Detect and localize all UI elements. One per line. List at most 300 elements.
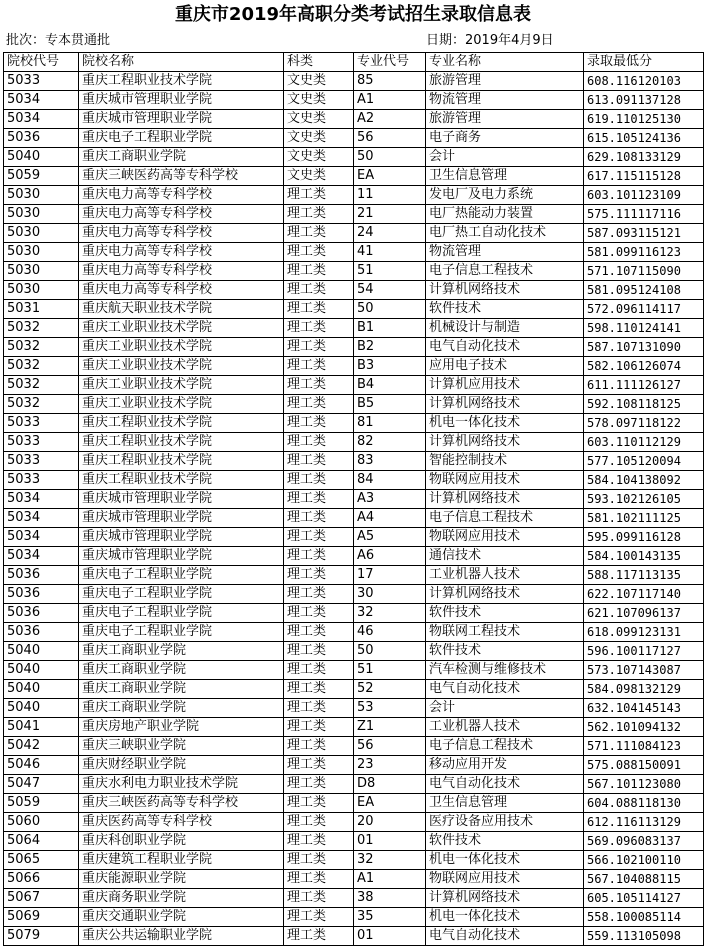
admission-table bbox=[3, 52, 704, 946]
cell-school-name: 重庆城市管理职业学院 bbox=[79, 509, 284, 528]
cell-category: 文史类 bbox=[284, 72, 354, 91]
date-label: 日期：2019年4月9日 bbox=[426, 33, 554, 48]
cell-major-name: 卫生信息管理 bbox=[426, 167, 584, 186]
cell-major-name: 计算机网络技术 bbox=[426, 889, 584, 908]
cell-school-name: 重庆电力高等专科学校 bbox=[79, 224, 284, 243]
table-row bbox=[4, 775, 704, 794]
cell-min-score: 603.101123109 bbox=[584, 186, 704, 205]
page-title: 重庆市2019年高职分类考试招生录取信息表 bbox=[174, 4, 532, 25]
table-row bbox=[4, 908, 704, 927]
cell-min-score: 566.102100110 bbox=[584, 851, 704, 870]
cell-major-name: 计算机网络技术 bbox=[426, 433, 584, 452]
cell-category: 理工类 bbox=[284, 927, 354, 946]
table-row bbox=[4, 642, 704, 661]
cell-school-code: 5065 bbox=[4, 851, 79, 870]
cell-school-name: 重庆三峡医药高等专科学校 bbox=[79, 167, 284, 186]
cell-min-score: 605.105114127 bbox=[584, 889, 704, 908]
cell-school-code: 5030 bbox=[4, 281, 79, 300]
cell-school-code: 5034 bbox=[4, 91, 79, 110]
cell-school-name: 重庆工业职业技术学院 bbox=[79, 376, 284, 395]
table-row bbox=[4, 680, 704, 699]
cell-school-code: 5046 bbox=[4, 756, 79, 775]
cell-min-score: 604.088118130 bbox=[584, 794, 704, 813]
cell-school-name: 重庆三峡医药高等专科学校 bbox=[79, 794, 284, 813]
cell-major-code: B5 bbox=[354, 395, 426, 414]
cell-major-code: 84 bbox=[354, 471, 426, 490]
table-row bbox=[4, 870, 704, 889]
cell-school-code: 5030 bbox=[4, 243, 79, 262]
cell-min-score: 621.107096137 bbox=[584, 604, 704, 623]
cell-major-name: 电厂热工自动化技术 bbox=[426, 224, 584, 243]
cell-category: 理工类 bbox=[284, 528, 354, 547]
table-row bbox=[4, 699, 704, 718]
cell-school-code: 5033 bbox=[4, 72, 79, 91]
cell-school-code: 5059 bbox=[4, 794, 79, 813]
cell-school-code: 5059 bbox=[4, 167, 79, 186]
cell-category: 理工类 bbox=[284, 718, 354, 737]
cell-school-name: 重庆工程职业技术学院 bbox=[79, 433, 284, 452]
cell-min-score: 596.100117127 bbox=[584, 642, 704, 661]
cell-category: 理工类 bbox=[284, 661, 354, 680]
table-row bbox=[4, 300, 704, 319]
cell-category: 理工类 bbox=[284, 642, 354, 661]
table-body bbox=[4, 72, 704, 946]
table-row bbox=[4, 414, 704, 433]
cell-category: 理工类 bbox=[284, 604, 354, 623]
cell-category: 理工类 bbox=[284, 851, 354, 870]
cell-min-score: 622.107117140 bbox=[584, 585, 704, 604]
cell-major-name: 物联网应用技术 bbox=[426, 471, 584, 490]
cell-major-code: 50 bbox=[354, 148, 426, 167]
cell-major-name: 工业机器人技术 bbox=[426, 718, 584, 737]
table-row bbox=[4, 262, 704, 281]
cell-school-name: 重庆工业职业技术学院 bbox=[79, 357, 284, 376]
table-row bbox=[4, 718, 704, 737]
cell-major-code: EA bbox=[354, 794, 426, 813]
cell-major-code: 01 bbox=[354, 927, 426, 946]
cell-major-code: 23 bbox=[354, 756, 426, 775]
cell-min-score: 617.115115128 bbox=[584, 167, 704, 186]
cell-school-name: 重庆工业职业技术学院 bbox=[79, 338, 284, 357]
cell-major-code: 01 bbox=[354, 832, 426, 851]
cell-major-code: D8 bbox=[354, 775, 426, 794]
cell-min-score: 578.097118122 bbox=[584, 414, 704, 433]
cell-major-code: 30 bbox=[354, 585, 426, 604]
cell-school-code: 5066 bbox=[4, 870, 79, 889]
cell-major-name: 电厂热能动力装置 bbox=[426, 205, 584, 224]
cell-category: 理工类 bbox=[284, 794, 354, 813]
cell-category: 理工类 bbox=[284, 357, 354, 376]
cell-major-code: 81 bbox=[354, 414, 426, 433]
table-row bbox=[4, 832, 704, 851]
cell-category: 理工类 bbox=[284, 813, 354, 832]
table-row bbox=[4, 433, 704, 452]
cell-major-name: 机电一体化技术 bbox=[426, 851, 584, 870]
cell-school-code: 5034 bbox=[4, 547, 79, 566]
cell-major-code: EA bbox=[354, 167, 426, 186]
table-row bbox=[4, 338, 704, 357]
cell-min-score: 573.107143087 bbox=[584, 661, 704, 680]
cell-major-code: 32 bbox=[354, 851, 426, 870]
cell-major-name: 软件技术 bbox=[426, 604, 584, 623]
cell-major-code: 38 bbox=[354, 889, 426, 908]
cell-major-code: B4 bbox=[354, 376, 426, 395]
cell-category: 理工类 bbox=[284, 395, 354, 414]
cell-major-name: 计算机网络技术 bbox=[426, 281, 584, 300]
cell-school-code: 5032 bbox=[4, 338, 79, 357]
cell-school-name: 重庆城市管理职业学院 bbox=[79, 91, 284, 110]
cell-category: 理工类 bbox=[284, 319, 354, 338]
cell-category: 理工类 bbox=[284, 243, 354, 262]
table-row bbox=[4, 566, 704, 585]
cell-major-code: 50 bbox=[354, 642, 426, 661]
cell-major-code: 56 bbox=[354, 129, 426, 148]
cell-school-name: 重庆工业职业技术学院 bbox=[79, 395, 284, 414]
cell-major-code: 82 bbox=[354, 433, 426, 452]
cell-major-code: A1 bbox=[354, 870, 426, 889]
cell-min-score: 618.099123131 bbox=[584, 623, 704, 642]
cell-school-code: 5036 bbox=[4, 585, 79, 604]
table-row bbox=[4, 528, 704, 547]
header-major-code: 专业代号 bbox=[354, 53, 426, 72]
cell-major-name: 计算机网络技术 bbox=[426, 395, 584, 414]
cell-school-name: 重庆城市管理职业学院 bbox=[79, 528, 284, 547]
cell-min-score: 584.100143135 bbox=[584, 547, 704, 566]
cell-school-name: 重庆工业职业技术学院 bbox=[79, 319, 284, 338]
cell-category: 理工类 bbox=[284, 870, 354, 889]
cell-min-score: 569.096083137 bbox=[584, 832, 704, 851]
cell-major-name: 电气自动化技术 bbox=[426, 338, 584, 357]
cell-major-name: 电气自动化技术 bbox=[426, 680, 584, 699]
cell-school-name: 重庆公共运输职业学院 bbox=[79, 927, 284, 946]
table-row bbox=[4, 186, 704, 205]
cell-category: 文史类 bbox=[284, 110, 354, 129]
cell-school-name: 重庆电力高等专科学校 bbox=[79, 186, 284, 205]
cell-major-name: 会计 bbox=[426, 699, 584, 718]
table-row bbox=[4, 585, 704, 604]
cell-major-name: 计算机网络技术 bbox=[426, 490, 584, 509]
cell-school-name: 重庆电子工程职业学院 bbox=[79, 604, 284, 623]
cell-min-score: 629.108133129 bbox=[584, 148, 704, 167]
cell-school-code: 5079 bbox=[4, 927, 79, 946]
cell-category: 理工类 bbox=[284, 414, 354, 433]
cell-school-code: 5041 bbox=[4, 718, 79, 737]
cell-school-code: 5034 bbox=[4, 110, 79, 129]
table-header-row bbox=[4, 53, 704, 72]
cell-major-name: 通信技术 bbox=[426, 547, 584, 566]
cell-major-code: 52 bbox=[354, 680, 426, 699]
cell-min-score: 603.110112129 bbox=[584, 433, 704, 452]
cell-school-name: 重庆工程职业技术学院 bbox=[79, 452, 284, 471]
cell-school-name: 重庆工商职业学院 bbox=[79, 642, 284, 661]
cell-school-code: 5036 bbox=[4, 623, 79, 642]
cell-category: 理工类 bbox=[284, 775, 354, 794]
cell-major-code: 85 bbox=[354, 72, 426, 91]
cell-major-code: A2 bbox=[354, 110, 426, 129]
cell-major-name: 电气自动化技术 bbox=[426, 775, 584, 794]
cell-major-code: 21 bbox=[354, 205, 426, 224]
cell-major-code: A1 bbox=[354, 91, 426, 110]
table-row bbox=[4, 243, 704, 262]
table-row bbox=[4, 376, 704, 395]
cell-min-score: 581.095124108 bbox=[584, 281, 704, 300]
cell-min-score: 598.110124141 bbox=[584, 319, 704, 338]
cell-school-code: 5040 bbox=[4, 148, 79, 167]
cell-school-code: 5069 bbox=[4, 908, 79, 927]
table-row bbox=[4, 927, 704, 946]
cell-school-name: 重庆房地产职业学院 bbox=[79, 718, 284, 737]
cell-min-score: 608.116120103 bbox=[584, 72, 704, 91]
cell-major-name: 旅游管理 bbox=[426, 110, 584, 129]
cell-category: 文史类 bbox=[284, 129, 354, 148]
cell-major-code: 17 bbox=[354, 566, 426, 585]
cell-major-code: Z1 bbox=[354, 718, 426, 737]
table-row bbox=[4, 509, 704, 528]
cell-major-name: 计算机应用技术 bbox=[426, 376, 584, 395]
cell-major-code: 53 bbox=[354, 699, 426, 718]
cell-category: 理工类 bbox=[284, 699, 354, 718]
cell-major-name: 卫生信息管理 bbox=[426, 794, 584, 813]
cell-major-name: 电子信息工程技术 bbox=[426, 262, 584, 281]
cell-school-name: 重庆电力高等专科学校 bbox=[79, 281, 284, 300]
cell-min-score: 588.117113135 bbox=[584, 566, 704, 585]
cell-school-name: 重庆三峡职业学院 bbox=[79, 737, 284, 756]
cell-min-score: 587.093115121 bbox=[584, 224, 704, 243]
cell-school-code: 5030 bbox=[4, 262, 79, 281]
cell-category: 理工类 bbox=[284, 300, 354, 319]
cell-min-score: 619.110125130 bbox=[584, 110, 704, 129]
cell-min-score: 584.104138092 bbox=[584, 471, 704, 490]
cell-major-code: B2 bbox=[354, 338, 426, 357]
cell-major-code: 24 bbox=[354, 224, 426, 243]
cell-major-code: B1 bbox=[354, 319, 426, 338]
cell-school-name: 重庆电子工程职业学院 bbox=[79, 129, 284, 148]
cell-major-name: 工业机器人技术 bbox=[426, 566, 584, 585]
cell-category: 理工类 bbox=[284, 889, 354, 908]
cell-school-name: 重庆工程职业技术学院 bbox=[79, 414, 284, 433]
cell-major-name: 软件技术 bbox=[426, 642, 584, 661]
cell-major-name: 物流管理 bbox=[426, 91, 584, 110]
batch-label: 批次：专本贯通批 bbox=[6, 33, 111, 48]
cell-school-name: 重庆城市管理职业学院 bbox=[79, 110, 284, 129]
cell-min-score: 632.104145143 bbox=[584, 699, 704, 718]
table-row bbox=[4, 91, 704, 110]
cell-major-code: 51 bbox=[354, 262, 426, 281]
cell-min-score: 567.101123080 bbox=[584, 775, 704, 794]
cell-major-name: 物联网工程技术 bbox=[426, 623, 584, 642]
cell-school-code: 5030 bbox=[4, 186, 79, 205]
cell-min-score: 567.104088115 bbox=[584, 870, 704, 889]
cell-category: 理工类 bbox=[284, 623, 354, 642]
cell-min-score: 587.107131090 bbox=[584, 338, 704, 357]
header-category: 科类 bbox=[284, 53, 354, 72]
cell-category: 理工类 bbox=[284, 547, 354, 566]
cell-school-code: 5033 bbox=[4, 433, 79, 452]
table-row bbox=[4, 319, 704, 338]
cell-min-score: 575.111117116 bbox=[584, 205, 704, 224]
table-row bbox=[4, 72, 704, 91]
cell-category: 理工类 bbox=[284, 205, 354, 224]
cell-major-code: 46 bbox=[354, 623, 426, 642]
cell-category: 文史类 bbox=[284, 148, 354, 167]
cell-school-name: 重庆工程职业技术学院 bbox=[79, 72, 284, 91]
cell-major-name: 旅游管理 bbox=[426, 72, 584, 91]
cell-school-name: 重庆电子工程职业学院 bbox=[79, 623, 284, 642]
cell-major-name: 机电一体化技术 bbox=[426, 414, 584, 433]
table-row bbox=[4, 395, 704, 414]
cell-school-code: 5040 bbox=[4, 642, 79, 661]
table-row bbox=[4, 547, 704, 566]
cell-major-name: 医疗设备应用技术 bbox=[426, 813, 584, 832]
cell-major-code: A6 bbox=[354, 547, 426, 566]
cell-major-name: 移动应用开发 bbox=[426, 756, 584, 775]
cell-min-score: 571.111084123 bbox=[584, 737, 704, 756]
cell-category: 理工类 bbox=[284, 262, 354, 281]
cell-min-score: 615.105124136 bbox=[584, 129, 704, 148]
cell-school-code: 5032 bbox=[4, 319, 79, 338]
cell-min-score: 582.106126074 bbox=[584, 357, 704, 376]
cell-category: 理工类 bbox=[284, 471, 354, 490]
cell-school-name: 重庆工商职业学院 bbox=[79, 661, 284, 680]
table-row bbox=[4, 813, 704, 832]
table-row bbox=[4, 661, 704, 680]
cell-school-code: 5033 bbox=[4, 452, 79, 471]
cell-school-code: 5030 bbox=[4, 224, 79, 243]
cell-category: 理工类 bbox=[284, 680, 354, 699]
cell-school-code: 5034 bbox=[4, 528, 79, 547]
cell-category: 理工类 bbox=[284, 338, 354, 357]
cell-school-code: 5032 bbox=[4, 376, 79, 395]
cell-min-score: 584.098132129 bbox=[584, 680, 704, 699]
cell-min-score: 593.102126105 bbox=[584, 490, 704, 509]
cell-min-score: 558.100085114 bbox=[584, 908, 704, 927]
cell-school-code: 5042 bbox=[4, 737, 79, 756]
cell-category: 理工类 bbox=[284, 509, 354, 528]
cell-category: 理工类 bbox=[284, 756, 354, 775]
cell-major-name: 智能控制技术 bbox=[426, 452, 584, 471]
cell-category: 理工类 bbox=[284, 224, 354, 243]
table-row bbox=[4, 604, 704, 623]
cell-major-code: A4 bbox=[354, 509, 426, 528]
cell-min-score: 581.102111125 bbox=[584, 509, 704, 528]
cell-major-name: 软件技术 bbox=[426, 832, 584, 851]
cell-major-name: 机电一体化技术 bbox=[426, 908, 584, 927]
cell-school-code: 5064 bbox=[4, 832, 79, 851]
cell-category: 理工类 bbox=[284, 566, 354, 585]
cell-category: 理工类 bbox=[284, 585, 354, 604]
cell-school-name: 重庆交通职业学院 bbox=[79, 908, 284, 927]
cell-school-name: 重庆工商职业学院 bbox=[79, 699, 284, 718]
cell-major-code: A5 bbox=[354, 528, 426, 547]
cell-school-code: 5031 bbox=[4, 300, 79, 319]
table-row bbox=[4, 490, 704, 509]
table-row bbox=[4, 281, 704, 300]
cell-school-name: 重庆城市管理职业学院 bbox=[79, 490, 284, 509]
table-row bbox=[4, 224, 704, 243]
table-row bbox=[4, 623, 704, 642]
cell-major-name: 汽车检测与维修技术 bbox=[426, 661, 584, 680]
cell-major-name: 电子商务 bbox=[426, 129, 584, 148]
cell-min-score: 571.107115090 bbox=[584, 262, 704, 281]
cell-major-name: 物流管理 bbox=[426, 243, 584, 262]
cell-min-score: 613.091137128 bbox=[584, 91, 704, 110]
cell-category: 理工类 bbox=[284, 737, 354, 756]
cell-major-name: 应用电子技术 bbox=[426, 357, 584, 376]
cell-category: 理工类 bbox=[284, 281, 354, 300]
table-row bbox=[4, 889, 704, 908]
cell-major-code: 20 bbox=[354, 813, 426, 832]
cell-school-name: 重庆建筑工程职业学院 bbox=[79, 851, 284, 870]
cell-major-code: 56 bbox=[354, 737, 426, 756]
cell-school-name: 重庆水利电力职业技术学院 bbox=[79, 775, 284, 794]
cell-school-code: 5040 bbox=[4, 661, 79, 680]
cell-school-name: 重庆工商职业学院 bbox=[79, 148, 284, 167]
cell-school-code: 5034 bbox=[4, 509, 79, 528]
cell-major-code: 51 bbox=[354, 661, 426, 680]
header-major-name: 专业名称 bbox=[426, 53, 584, 72]
cell-school-name: 重庆工商职业学院 bbox=[79, 680, 284, 699]
cell-school-code: 5040 bbox=[4, 680, 79, 699]
cell-school-name: 重庆电子工程职业学院 bbox=[79, 585, 284, 604]
cell-major-name: 电子信息工程技术 bbox=[426, 509, 584, 528]
cell-min-score: 575.088150091 bbox=[584, 756, 704, 775]
cell-min-score: 612.116113129 bbox=[584, 813, 704, 832]
cell-min-score: 577.105120094 bbox=[584, 452, 704, 471]
cell-major-code: B3 bbox=[354, 357, 426, 376]
table-row bbox=[4, 452, 704, 471]
cell-school-name: 重庆医药高等专科学校 bbox=[79, 813, 284, 832]
cell-category: 理工类 bbox=[284, 186, 354, 205]
cell-school-name: 重庆工程职业技术学院 bbox=[79, 471, 284, 490]
cell-major-name: 电子信息工程技术 bbox=[426, 737, 584, 756]
cell-min-score: 581.099116123 bbox=[584, 243, 704, 262]
cell-major-name: 会计 bbox=[426, 148, 584, 167]
cell-min-score: 595.099116128 bbox=[584, 528, 704, 547]
cell-major-name: 物联网应用技术 bbox=[426, 528, 584, 547]
cell-major-code: 83 bbox=[354, 452, 426, 471]
cell-category: 理工类 bbox=[284, 908, 354, 927]
cell-major-code: 11 bbox=[354, 186, 426, 205]
cell-min-score: 562.101094132 bbox=[584, 718, 704, 737]
cell-major-name: 物联网应用技术 bbox=[426, 870, 584, 889]
cell-major-code: 35 bbox=[354, 908, 426, 927]
table-row bbox=[4, 148, 704, 167]
cell-school-name: 重庆电力高等专科学校 bbox=[79, 205, 284, 224]
cell-school-code: 5047 bbox=[4, 775, 79, 794]
header-min-score: 录取最低分 bbox=[584, 53, 704, 72]
cell-min-score: 611.111126127 bbox=[584, 376, 704, 395]
cell-school-name: 重庆电力高等专科学校 bbox=[79, 262, 284, 281]
cell-major-name: 软件技术 bbox=[426, 300, 584, 319]
header-school-code: 院校代号 bbox=[4, 53, 79, 72]
cell-category: 理工类 bbox=[284, 832, 354, 851]
table-row bbox=[4, 471, 704, 490]
cell-school-name: 重庆航天职业技术学院 bbox=[79, 300, 284, 319]
cell-major-code: 41 bbox=[354, 243, 426, 262]
cell-school-code: 5036 bbox=[4, 604, 79, 623]
cell-major-name: 发电厂及电力系统 bbox=[426, 186, 584, 205]
cell-school-code: 5060 bbox=[4, 813, 79, 832]
cell-min-score: 559.113105098 bbox=[584, 927, 704, 946]
table-row bbox=[4, 205, 704, 224]
cell-school-code: 5034 bbox=[4, 490, 79, 509]
cell-major-code: 32 bbox=[354, 604, 426, 623]
cell-major-name: 机械设计与制造 bbox=[426, 319, 584, 338]
table-row bbox=[4, 357, 704, 376]
cell-school-code: 5040 bbox=[4, 699, 79, 718]
cell-school-code: 5033 bbox=[4, 471, 79, 490]
header-school-name: 院校名称 bbox=[79, 53, 284, 72]
